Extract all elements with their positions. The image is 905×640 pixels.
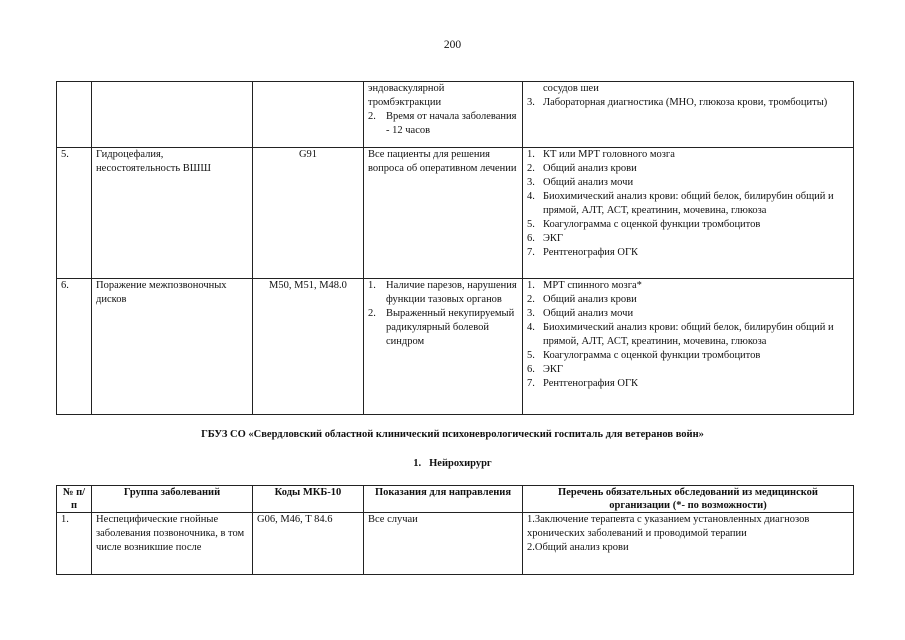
page-number: 200	[443, 39, 462, 51]
item-number: 3.	[527, 97, 535, 108]
item-text: КТ или МРТ головного мозга	[543, 149, 675, 160]
referral-indications	[364, 279, 523, 415]
item-number: 4.	[527, 191, 535, 202]
disease-group: Неспецифические гнойные заболевания позвоночника, в том числе возникшие после	[92, 513, 253, 575]
neurosurgeon-referral-table	[56, 485, 854, 575]
header-num: № п/п	[57, 486, 92, 513]
row-number	[57, 82, 92, 148]
section-title: ГБУЗ СО «Свердловский областной клинический психоневрологический госпиталь для ветеранов войн»	[201, 429, 704, 440]
required-exams	[523, 513, 854, 575]
list-item	[527, 82, 849, 96]
table-row	[57, 513, 854, 575]
referral-indications: Все случаи	[364, 513, 523, 575]
disease-group	[92, 82, 253, 148]
list-item	[527, 162, 849, 176]
disease-group: Поражение межпозвоночных дисков	[92, 279, 253, 415]
list-item	[527, 363, 849, 377]
item-text: Общий анализ крови	[543, 294, 637, 305]
subsection-number: 1.	[413, 458, 422, 469]
list-item	[368, 82, 518, 110]
item-number: 1.	[368, 280, 376, 291]
item-text: Выраженный некупируемый радикулярный болевой синдром	[386, 308, 515, 347]
list-item	[527, 148, 849, 162]
icd-codes: G91	[253, 148, 364, 279]
item-text: Общий анализ мочи	[543, 177, 634, 188]
item-text: Рентгенография ОГК	[543, 378, 639, 389]
item-number: 7.	[527, 247, 535, 258]
header-exams: Перечень обязательных обследований из медицинской организации (*- по возможности)	[523, 486, 854, 513]
item-text: Наличие парезов, нарушения функции тазовых органов	[386, 280, 517, 305]
list-item	[527, 218, 849, 232]
item-text: эндоваскулярной тромбэктракции	[368, 83, 445, 108]
list-item	[527, 307, 849, 321]
disease-group: Гидроцефалия, несостоятельность ВШШ	[92, 148, 253, 279]
referral-table-continued	[56, 81, 854, 415]
item-number: 5.	[527, 350, 535, 361]
referral-indications	[364, 148, 523, 279]
item-number: 3.	[527, 308, 535, 319]
item-text: сосудов шеи	[543, 83, 599, 94]
item-number: 2.	[527, 294, 535, 305]
list-item	[527, 321, 849, 349]
list-item	[527, 96, 849, 110]
item-number: 2.	[368, 308, 376, 319]
exams-list	[527, 82, 849, 110]
list-item	[527, 279, 849, 293]
row-number: 6.	[57, 279, 92, 415]
item-text: Все пациенты для решения вопроса об оперативном лечении	[368, 149, 517, 174]
item-text: Общий анализ крови	[543, 163, 637, 174]
list-item	[368, 110, 518, 138]
item-number: 1.	[527, 280, 535, 291]
row-number: 1.	[57, 513, 92, 575]
item-text: ЭКГ	[543, 233, 564, 244]
list-item	[368, 148, 518, 176]
required-exams	[523, 148, 854, 279]
item-number: 3.	[527, 177, 535, 188]
item-text: Время от начала заболевания - 12 часов	[386, 111, 517, 136]
list-item	[368, 279, 518, 307]
referral-indications	[364, 82, 523, 148]
row-number: 5.	[57, 148, 92, 279]
header-group: Группа заболеваний	[92, 486, 253, 513]
header-codes: Коды МКБ-10	[253, 486, 364, 513]
list-item	[527, 349, 849, 363]
icd-codes: M50, M51, M48.0	[253, 279, 364, 415]
table-row	[57, 148, 854, 279]
required-exams	[523, 82, 854, 148]
list-item	[368, 307, 518, 349]
item-text: Биохимический анализ крови: общий белок, билирубин общий и прямой, АЛТ, АСТ, креатинин, мочевина, глюкоза	[543, 322, 834, 347]
list-item	[527, 293, 849, 307]
item-text: ЭКГ	[543, 364, 564, 375]
list-item	[527, 176, 849, 190]
item-number: 6.	[527, 233, 535, 244]
list-item	[527, 190, 849, 218]
subsection-name: Нейрохирург	[429, 458, 492, 469]
item-text: Коагулограмма с оценкой функции тромбоцитов	[543, 350, 761, 361]
table-row	[57, 82, 854, 148]
table-row	[57, 279, 854, 415]
icd-codes	[253, 82, 364, 148]
table-header-row	[57, 486, 854, 513]
item-text: Рентгенография ОГК	[543, 247, 639, 258]
required-exams	[523, 279, 854, 415]
item-number: 2.	[368, 111, 376, 122]
exam-item: 2.Общий анализ крови	[527, 542, 629, 553]
header-indications: Показания для направления	[364, 486, 523, 513]
item-number: 1.	[527, 149, 535, 160]
list-item	[527, 232, 849, 246]
item-text: Биохимический анализ крови: общий белок, билирубин общий и прямой, АЛТ, АСТ, креатинин, мочевина, глюкоза	[543, 191, 834, 216]
exams-list	[527, 148, 849, 260]
item-text: Коагулограмма с оценкой функции тромбоцитов	[543, 219, 761, 230]
item-number: 7.	[527, 378, 535, 389]
item-number: 2.	[527, 163, 535, 174]
exam-item: 1.Заключение терапевта с указанием установленных диагнозов хронических заболеваний и проводимой терапии	[527, 514, 810, 539]
indications-list	[368, 279, 518, 349]
item-number: 5.	[527, 219, 535, 230]
item-text: Общий анализ мочи	[543, 308, 634, 319]
item-number: 4.	[527, 322, 535, 333]
subsection-title	[0, 457, 905, 471]
item-text: Лабораторная диагностика (МНО, глюкоза крови, тромбоциты)	[543, 97, 828, 108]
list-item	[527, 246, 849, 260]
item-number	[527, 82, 543, 96]
item-text: МРТ спинного мозга*	[543, 280, 642, 291]
exams-list	[527, 279, 849, 391]
icd-codes: G06, M46, T 84.6	[253, 513, 364, 575]
indications-list	[368, 148, 518, 176]
indications-list	[368, 82, 518, 138]
list-item	[527, 377, 849, 391]
item-number: 6.	[527, 364, 535, 375]
